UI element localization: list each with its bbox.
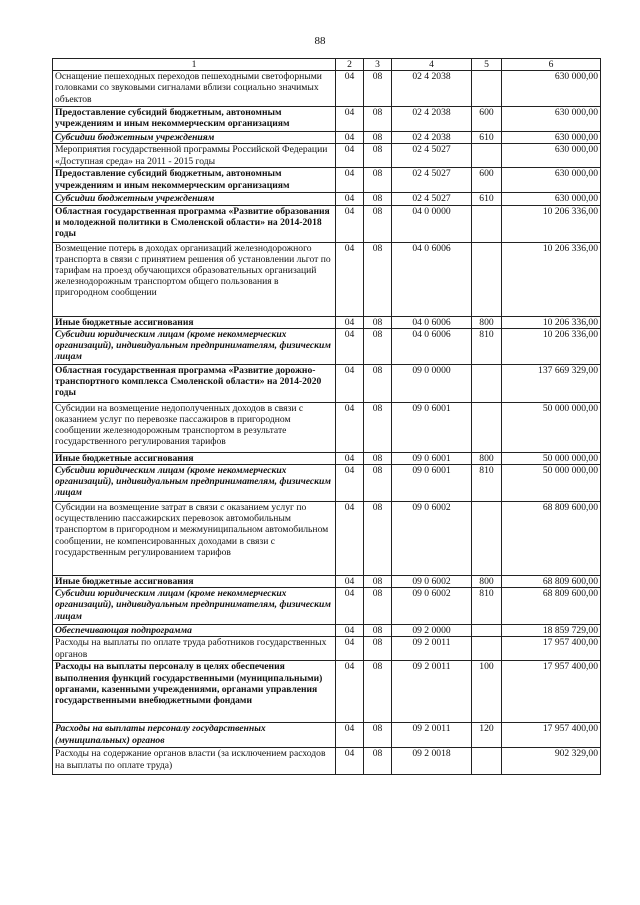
table-row — [53, 588, 601, 625]
row-name: Расходы на содержание органов власти (за исключением расходов на выплаты по оплате труда) — [53, 748, 336, 775]
row-name: Иные бюджетные ассигнования — [53, 452, 336, 464]
row-code-section: 04 — [336, 107, 364, 132]
table-row — [53, 402, 601, 452]
row-code-subsection: 08 — [364, 576, 392, 588]
row-code-expense-type: 100 — [472, 661, 502, 723]
row-name: Субсидии юридическим лицам (кроме некоммерческих организаций), индивидуальным предпринимателям, физическим лицам — [53, 465, 336, 502]
row-name: Расходы на выплаты персоналу в целях обеспечения выполнения функций государственными (муниципальными) органами, казенными учреждениями, органами управления государственными внебюджетными фондами — [53, 661, 336, 723]
row-code-expense-type: 610 — [472, 193, 502, 205]
table-row — [53, 661, 601, 723]
row-code-subsection: 08 — [364, 637, 392, 661]
row-code-target: 02 4 5027 — [392, 144, 472, 168]
row-code-expense-type: 800 — [472, 576, 502, 588]
row-code-target: 02 4 2038 — [392, 107, 472, 132]
row-code-subsection: 08 — [364, 71, 392, 107]
row-name: Областная государственная программа «Развитие дорожно-транспортного комплекса Смоленской области» на 2014-2020 годы — [53, 364, 336, 402]
row-code-section: 04 — [336, 364, 364, 402]
row-amount: 68 809 600,00 — [502, 588, 601, 625]
row-code-subsection: 08 — [364, 316, 392, 328]
row-code-section: 04 — [336, 637, 364, 661]
row-amount: 17 957 400,00 — [502, 723, 601, 748]
row-code-expense-type: 800 — [472, 452, 502, 464]
budget-table — [52, 58, 601, 775]
row-code-expense-type: 800 — [472, 316, 502, 328]
table-row — [53, 364, 601, 402]
row-code-subsection: 08 — [364, 144, 392, 168]
row-code-target: 02 4 2038 — [392, 132, 472, 144]
row-code-expense-type — [472, 625, 502, 637]
row-amount: 68 809 600,00 — [502, 502, 601, 576]
row-name: Субсидии юридическим лицам (кроме некоммерческих организаций), индивидуальным предпринимателям, физическим лицам — [53, 588, 336, 625]
table-row — [53, 465, 601, 502]
row-name: Расходы на выплаты персоналу государственных (муниципальных) органов — [53, 723, 336, 748]
row-code-expense-type: 120 — [472, 723, 502, 748]
row-code-section: 04 — [336, 132, 364, 144]
row-code-section: 04 — [336, 576, 364, 588]
table-row — [53, 316, 601, 328]
row-amount: 18 859 729,00 — [502, 625, 601, 637]
row-amount: 50 000 000,00 — [502, 402, 601, 452]
row-code-subsection: 08 — [364, 588, 392, 625]
row-code-section: 04 — [336, 625, 364, 637]
table-row — [53, 132, 601, 144]
row-code-expense-type: 810 — [472, 465, 502, 502]
row-code-section: 04 — [336, 661, 364, 723]
row-code-expense-type: 810 — [472, 328, 502, 364]
row-code-expense-type — [472, 502, 502, 576]
row-amount: 68 809 600,00 — [502, 576, 601, 588]
row-code-subsection: 08 — [364, 242, 392, 316]
table-row — [53, 71, 601, 107]
table-row — [53, 748, 601, 775]
row-code-expense-type: 610 — [472, 132, 502, 144]
row-code-target: 04 0 6006 — [392, 316, 472, 328]
table-row — [53, 144, 601, 168]
row-code-expense-type — [472, 205, 502, 242]
table-row — [53, 242, 601, 316]
row-code-expense-type — [472, 637, 502, 661]
row-code-expense-type — [472, 242, 502, 316]
row-amount: 50 000 000,00 — [502, 465, 601, 502]
row-name: Возмещение потерь в доходах организаций железнодорожного транспорта в связи с принятием решения об установлении льгот по тарифам на проезд обучающихся образовательных организаций железнодорожным транспортом общего пользования в пригородном сообщении — [53, 242, 336, 316]
row-code-target: 09 0 6002 — [392, 576, 472, 588]
table-row — [53, 625, 601, 637]
row-code-subsection: 08 — [364, 132, 392, 144]
table-row — [53, 193, 601, 205]
table-row — [53, 205, 601, 242]
column-header: 4 — [392, 59, 472, 71]
row-code-expense-type: 810 — [472, 588, 502, 625]
row-code-subsection: 08 — [364, 625, 392, 637]
row-name: Субсидии юридическим лицам (кроме некоммерческих организаций), индивидуальным предпринимателям, физическим лицам — [53, 328, 336, 364]
column-header: 2 — [336, 59, 364, 71]
row-code-subsection: 08 — [364, 748, 392, 775]
row-amount: 902 329,00 — [502, 748, 601, 775]
table-row — [53, 328, 601, 364]
row-code-expense-type: 600 — [472, 107, 502, 132]
row-code-target: 09 2 0011 — [392, 637, 472, 661]
row-amount: 137 669 329,00 — [502, 364, 601, 402]
row-code-section: 04 — [336, 193, 364, 205]
row-code-section: 04 — [336, 502, 364, 576]
row-code-target: 09 0 6001 — [392, 402, 472, 452]
row-code-section: 04 — [336, 402, 364, 452]
row-code-section: 04 — [336, 748, 364, 775]
row-amount: 50 000 000,00 — [502, 452, 601, 464]
row-code-expense-type — [472, 144, 502, 168]
row-name: Предоставление субсидий бюджетным, автономным учреждениям и иным некоммерческим организациям — [53, 107, 336, 132]
row-code-target: 02 4 5027 — [392, 168, 472, 193]
row-code-subsection: 08 — [364, 364, 392, 402]
row-code-target: 02 4 5027 — [392, 193, 472, 205]
row-name: Субсидии на возмещение затрат в связи с оказанием услуг по осуществлению пассажирских перевозок автомобильным транспортом в пригородном и межмуниципальном автомобильном сообщении, не компенсированных доходами в связи с государственным регулированием тарифов — [53, 502, 336, 576]
row-code-subsection: 08 — [364, 502, 392, 576]
table-row — [53, 452, 601, 464]
row-code-section: 04 — [336, 242, 364, 316]
row-name: Субсидии бюджетным учреждениям — [53, 193, 336, 205]
row-name: Предоставление субсидий бюджетным, автономным учреждениям и иным некоммерческим организациям — [53, 168, 336, 193]
row-code-target: 09 0 6001 — [392, 452, 472, 464]
row-name: Областная государственная программа «Развитие образования и молодежной политики в Смоленской области» на 2014-2018 годы — [53, 205, 336, 242]
row-amount: 17 957 400,00 — [502, 661, 601, 723]
row-code-subsection: 08 — [364, 661, 392, 723]
row-name: Иные бюджетные ассигнования — [53, 316, 336, 328]
column-header: 3 — [364, 59, 392, 71]
row-code-target: 09 0 6001 — [392, 465, 472, 502]
row-code-section: 04 — [336, 723, 364, 748]
row-code-expense-type — [472, 748, 502, 775]
column-header: 5 — [472, 59, 502, 71]
row-amount: 10 206 336,00 — [502, 328, 601, 364]
row-amount: 630 000,00 — [502, 107, 601, 132]
row-code-subsection: 08 — [364, 465, 392, 502]
table-row — [53, 168, 601, 193]
row-code-target: 09 2 0011 — [392, 723, 472, 748]
row-name: Мероприятия государственной программы Российской Федерации «Доступная среда» на 2011 - 2015 годы — [53, 144, 336, 168]
row-code-subsection: 08 — [364, 402, 392, 452]
row-name: Иные бюджетные ассигнования — [53, 576, 336, 588]
row-code-target: 09 2 0011 — [392, 661, 472, 723]
row-amount: 630 000,00 — [502, 71, 601, 107]
row-code-section: 04 — [336, 168, 364, 193]
row-amount: 630 000,00 — [502, 144, 601, 168]
page-number: 88 — [314, 35, 326, 47]
row-code-target: 09 0 6002 — [392, 502, 472, 576]
row-code-target: 09 0 0000 — [392, 364, 472, 402]
table-header-row — [53, 59, 601, 71]
row-code-subsection: 08 — [364, 205, 392, 242]
row-amount: 630 000,00 — [502, 193, 601, 205]
row-amount: 630 000,00 — [502, 168, 601, 193]
table-row — [53, 637, 601, 661]
table-row — [53, 723, 601, 748]
row-code-expense-type — [472, 71, 502, 107]
row-amount: 10 206 336,00 — [502, 242, 601, 316]
row-code-subsection: 08 — [364, 107, 392, 132]
row-code-section: 04 — [336, 328, 364, 364]
row-code-subsection: 08 — [364, 168, 392, 193]
row-code-target: 09 2 0018 — [392, 748, 472, 775]
row-amount: 17 957 400,00 — [502, 637, 601, 661]
row-code-section: 04 — [336, 71, 364, 107]
row-code-expense-type — [472, 402, 502, 452]
row-name: Оснащение пешеходных переходов пешеходными светофорными головками со звуковыми сигналами вблизи социально значимых объектов — [53, 71, 336, 107]
row-amount: 630 000,00 — [502, 132, 601, 144]
row-code-section: 04 — [336, 316, 364, 328]
row-code-section: 04 — [336, 205, 364, 242]
column-header: 6 — [502, 59, 601, 71]
row-name: Субсидии на возмещение недополученных доходов в связи с оказанием услуг по перевозке пассажиров в пригородном сообщении железнодорожным транспортом в результате государственного регулирования тарифов — [53, 402, 336, 452]
row-amount: 10 206 336,00 — [502, 316, 601, 328]
row-code-target: 09 2 0000 — [392, 625, 472, 637]
row-name: Обеспечивающая подпрограмма — [53, 625, 336, 637]
column-header: 1 — [53, 59, 336, 71]
row-code-target: 04 0 0000 — [392, 205, 472, 242]
row-code-subsection: 08 — [364, 452, 392, 464]
row-code-section: 04 — [336, 465, 364, 502]
row-amount: 10 206 336,00 — [502, 205, 601, 242]
row-name: Расходы на выплаты по оплате труда работников государственных органов — [53, 637, 336, 661]
row-code-section: 04 — [336, 588, 364, 625]
row-name: Субсидии бюджетным учреждениям — [53, 132, 336, 144]
row-code-section: 04 — [336, 144, 364, 168]
row-code-expense-type: 600 — [472, 168, 502, 193]
row-code-target: 04 0 6006 — [392, 242, 472, 316]
table-body — [53, 71, 601, 775]
row-code-subsection: 08 — [364, 193, 392, 205]
table-row — [53, 576, 601, 588]
row-code-target: 04 0 6006 — [392, 328, 472, 364]
row-code-section: 04 — [336, 452, 364, 464]
table-row — [53, 107, 601, 132]
row-code-subsection: 08 — [364, 723, 392, 748]
table-row — [53, 502, 601, 576]
row-code-target: 02 4 2038 — [392, 71, 472, 107]
row-code-expense-type — [472, 364, 502, 402]
row-code-subsection: 08 — [364, 328, 392, 364]
row-code-target: 09 0 6002 — [392, 588, 472, 625]
